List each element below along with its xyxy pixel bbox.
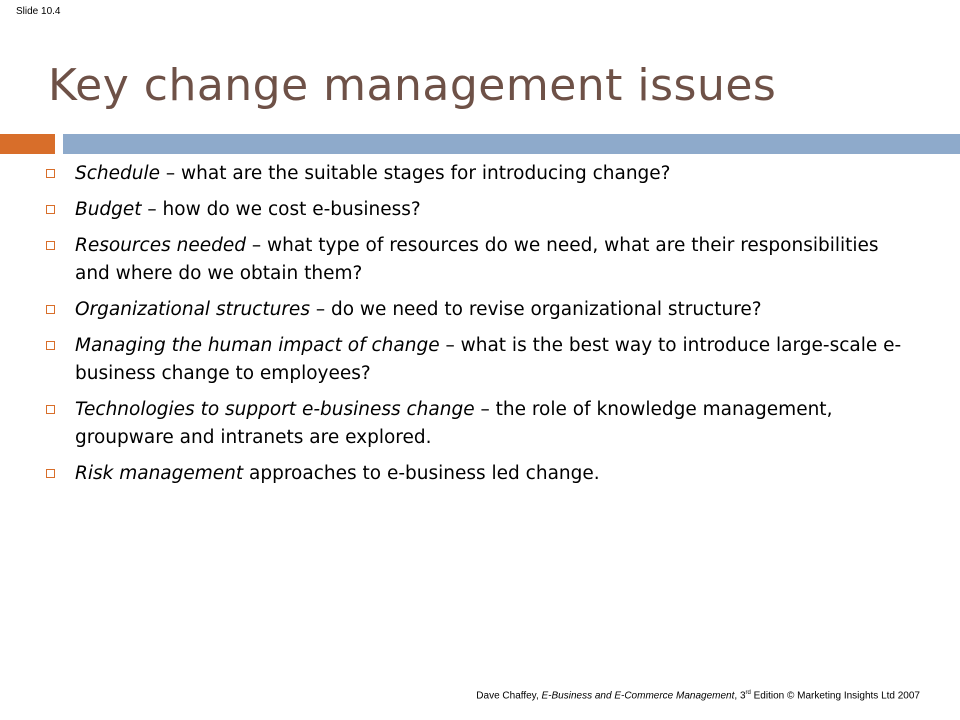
bullet-text: approaches to e-business led change. xyxy=(243,463,600,484)
bullet-item-human-impact xyxy=(46,332,906,388)
bullet-term: Managing the human impact of change xyxy=(75,335,440,356)
footer-author: Dave Chaffey, xyxy=(476,690,542,702)
bullet-term: Budget xyxy=(75,199,142,220)
accent-bar-blue xyxy=(63,134,960,154)
accent-bar-orange xyxy=(0,134,55,154)
bullet-item-organizational-structures xyxy=(46,296,906,324)
bullet-term: Organizational structures xyxy=(75,299,310,320)
square-bullet-icon xyxy=(46,305,55,314)
bullet-term: Technologies to support e-business change xyxy=(75,399,475,420)
footer-copyright: Edition © Marketing Insights Ltd 2007 xyxy=(750,690,920,702)
bullet-item-risk-management xyxy=(46,460,906,488)
bullet-text: – the role of knowledge management, groupware and intranets are explored. xyxy=(75,399,833,448)
footer-citation xyxy=(476,690,920,701)
square-bullet-icon xyxy=(46,241,55,250)
square-bullet-icon xyxy=(46,341,55,350)
square-bullet-icon xyxy=(46,469,55,478)
slide-title: Key change management issues xyxy=(48,60,777,111)
bullet-item-resources xyxy=(46,232,906,288)
bullet-text: – how do we cost e-business? xyxy=(141,199,421,220)
bullet-item-technologies xyxy=(46,396,906,452)
bullet-term: Risk management xyxy=(75,463,244,484)
bullet-list xyxy=(46,160,906,496)
square-bullet-icon xyxy=(46,405,55,414)
bullet-item-schedule xyxy=(46,160,906,188)
bullet-text: – what are the suitable stages for introducing change? xyxy=(160,163,671,184)
bullet-text: – what is the best way to introduce large-scale e-business change to employees? xyxy=(75,335,902,384)
footer-book-title: E-Business and E-Commerce Management xyxy=(541,690,735,702)
square-bullet-icon xyxy=(46,169,55,178)
slide-number: Slide 10.4 xyxy=(16,6,61,17)
footer-edition: , 3 xyxy=(734,690,746,702)
square-bullet-icon xyxy=(46,205,55,214)
bullet-term: Resources needed xyxy=(75,235,246,256)
bullet-text: – what type of resources do we need, what are their responsibilities and where do we obtain them? xyxy=(75,235,879,284)
footer-edition-superscript: rd xyxy=(745,690,751,696)
bullet-text: – do we need to revise organizational structure? xyxy=(309,299,762,320)
bullet-term: Schedule xyxy=(75,163,161,184)
bullet-item-budget xyxy=(46,196,906,224)
